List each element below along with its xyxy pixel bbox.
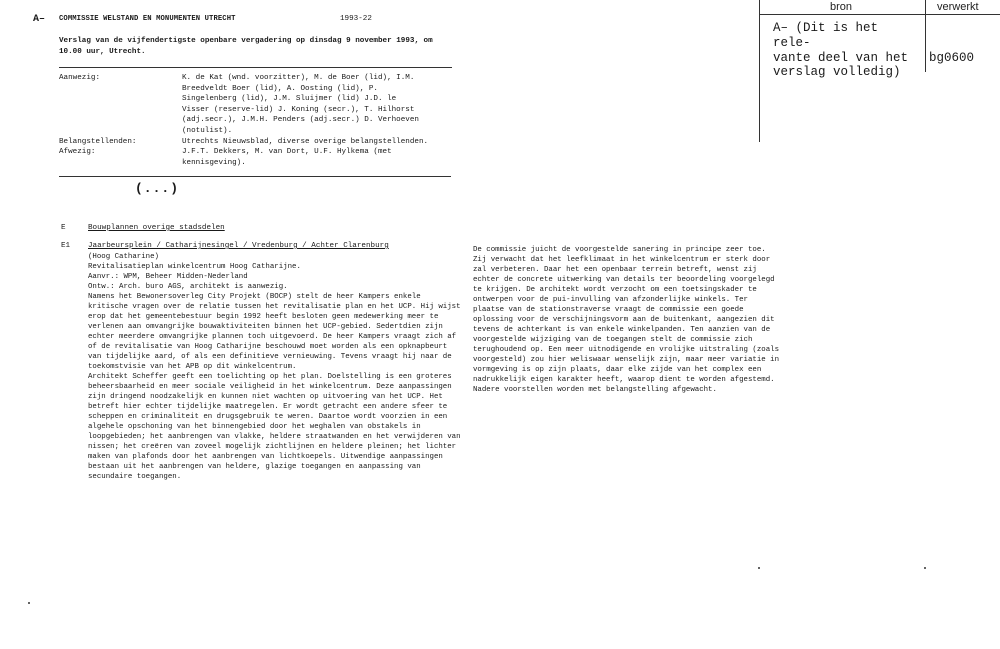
col-header-verwerkt: verwerkt [937,1,979,13]
omission-marker: (...) [135,181,180,196]
project-location-note: (Hoog Catharine) [88,253,159,261]
project-applicant: Aanvr.: WPM, Beheer Midden-Nederland [88,273,248,281]
stakeholders-label: Belangstellenden: [59,138,137,146]
scan-speck [924,567,926,569]
architect-paragraph: Architekt Scheffer geeft een toelichting op het plan. Doelstelling is een groteres beheersbaarheid en meer sociale veiligheid in het winkelcentrum. Deze aanpassingen zijn dringend noodzakelijk en kunnen niet wachten op uitvoering van het UCP. Het betreft hier echter tijdelijke maatregelen. Er wordt getracht een andere sfeer te scheppen en criminaliteit en drugsgebruik te weren. Daartoe wordt voorzien in een algehele opschoning van het binnengebied door het weghalen van obstakels in loopgebieden; het aanbrengen van vlakke, heldere straatwanden en het verwijderen van nissen; het creëren van zoveel mogelijk zichtlijnen en heldere pleinen; het lichter maken van plafonds door het aanbrengen van lichtkoepels. Uitwendige aanpassingen bestaan uit het aanbrengen van heldere, glazige toegangen en aanpassing van secundaire toegangen. [88,373,461,481]
document-title: COMMISSIE WELSTAND EN MONUMENTEN UTRECHT [59,15,236,23]
stakeholders-value: Utrechts Nieuwsblad, diverse overige belangstellenden. [182,138,429,146]
absent-value: J.F.T. Dekkers, M. van Dort, U.F. Hylkema (met kennisgeving). [182,148,392,167]
section-e-code: E [61,224,66,232]
box-left-border [759,0,760,142]
absent-label: Afwezig: [59,148,96,156]
section-e-title: Bouwplannen overige stadsdelen [88,224,225,232]
box-mid-border [925,0,926,72]
source-note: A– (Dit is het rele- vante deel van het verslag volledig) [773,21,909,80]
present-value: K. de Kat (wnd. voorzitter), M. de Boer (lid), I.M. Breedveldt Boer (lid), A. Oosting (lid), P. Singelenberg (lid), J.M. Sluijmer (lid) J.D. le Visser (reserve-lid) J. Koning (secr.), T. Hilhorst (adj.secr.), J.M.H. Penders (adj.secr.) D. Verhoeven (notulist). [182,74,419,135]
attendance-divider [59,176,451,177]
section-e1-code: E1 [61,242,71,250]
scan-speck [758,567,760,569]
present-label: Aanwezig: [59,74,101,82]
bocp-paragraph: Namens het Bewonersoverleg City Projekt (BOCP) stelt de heer Kampers enkele kritische vragen over de relatie tussen het revitalisatie plan en het UCP. Hij wijst erop dat het gemeentebestuur begin 1992 heeft besloten geen medewerking meer te verlenen aan omvangrijke bouwaktiviteiten binnen het UCP-gebied. Sedertdien zijn echter meerdere omvangrijke plannen toch uitgevoerd. De heer Kampers vraagt zich af of de revitalisatie van Hoog Catharijne beschouwd moet worden als een opknapbeurt van tijdelijke aard, of als een definitieve vernieuwing. Tevens vraagt hij naar de toekomstvisie van het APB op dit winkelcentrum. [88,293,461,371]
project-designer: Ontw.: Arch. buro AGS, architekt is aanwezig. [88,283,288,291]
header-divider [59,67,452,68]
section-e1-left-column [88,252,463,482]
commission-verdict: De commissie juicht de voorgestelde sanering in principe zeer toe. Zij verwacht dat het leefklimaat in het winkelcentrum er sterk door zal verbeteren. Daar het een openbaar terrein betreft, wenst zij echter de concrete uitwerking van details ter beoordeling voorgelegd te krijgen. De architekt wordt verzocht om een toetsingskader te ontwerpen voor de pui-invulling van afzonderlijke winkels. Ter plaatse van de stationstraverse vraagt de commissie een goede oplossing voor de verschijningsvorm aan de buitenkant, aangezien dit tevens de achterkant is van enkele winkelpanden. Ten aanzien van de voorgestelde wijziging van de toegangen stelt de commissie zich terughoudend op. Een meer uitnodigende en vrolijke uitstraling (zoals voorgesteld) zou hier weliswaar wenselijk zijn, maar meer variatie in vormgeving is op zijn plaats, daar elke zijde van het complex een nadrukkelijk eigen karakter heeft, waarop dient te worden afgestemd. Nadere voorstellen worden met belangstelling afgewacht. [473,246,780,394]
document-marker: A– [33,14,46,25]
scan-speck [28,602,30,604]
document-subtitle: Verslag van de vijfendertigste openbare vergadering op dinsdag 9 november 1993, om 10.00 uur, Utrecht. [59,37,433,56]
document-code: 1993-22 [340,15,372,23]
processing-code: bg0600 [929,51,975,65]
box-header-rule [759,14,1000,15]
section-e1-title: Jaarbeursplein / Catharijnesingel / Vredenburg / Achter Clarenburg [88,242,389,250]
project-title: Revitalisatieplan winkelcentrum Hoog Catharijne. [88,263,301,271]
col-header-bron: bron [830,1,853,13]
